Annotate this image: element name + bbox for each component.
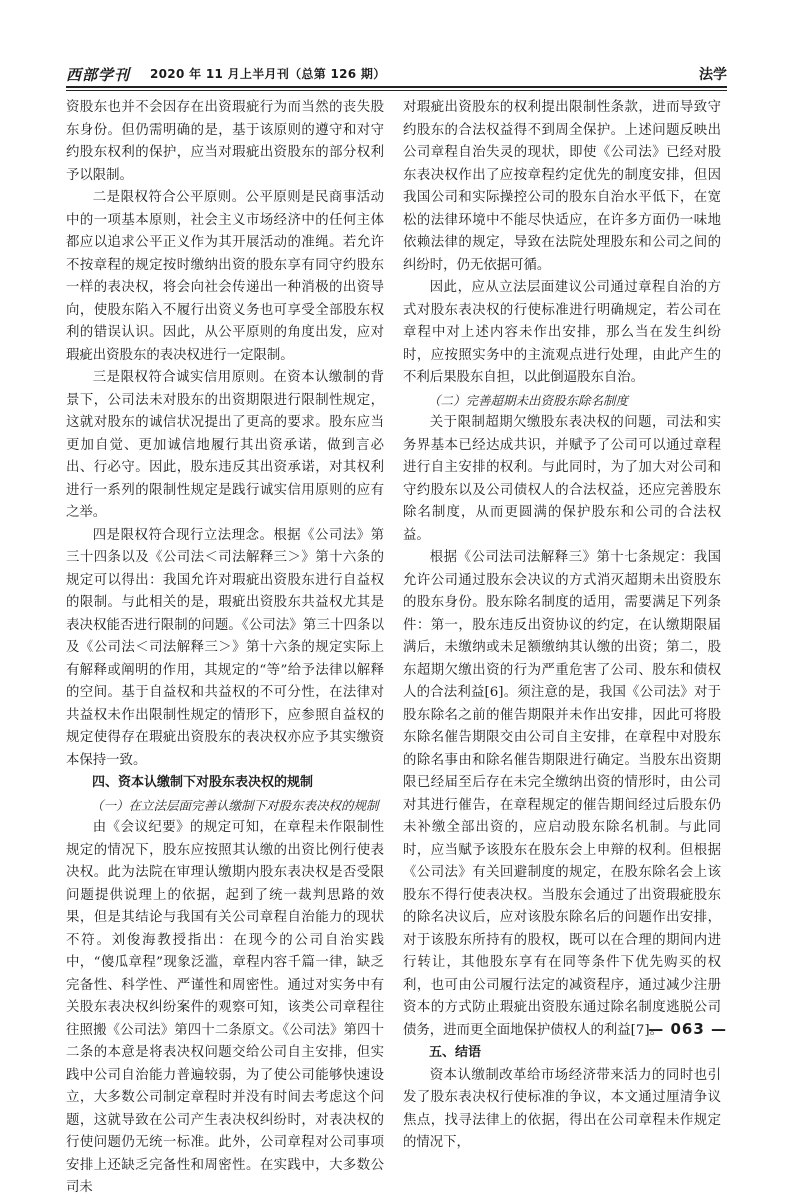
issue-info: 2020 年 11 月上半月刊（总第 126 期） — [150, 67, 386, 81]
page-number: — 063 — — [648, 1020, 727, 1038]
header-rule-thin — [66, 90, 727, 91]
paragraph: 因此，应从立法层面建议公司通过章程自治的方式对股东表决权的行使标准进行明确规定，若公司在章程中对上述内容未作出安排，那么当在发生纠纷时，应按照实务中的主流观点进行处理，由此产生的不利后果股东自担，以此倒逼股东自治。 — [403, 280, 721, 385]
paragraph: 关于限制超期欠缴股东表决权的问题，司法和实务界基本已经达成共识，并赋予了公司可以通过章程进行自主安排的权利。与此同时，为了加大对公司和守约股东以及公司债权人的合法权益，还应完善股东除名制度，从而更圆满的保护股东和公司的合法权益。 — [403, 415, 721, 543]
left-column — [66, 97, 384, 1195]
paragraph: 四是限权符合现行立法理念。根据《公司法》第三十四条以及《公司法＜司法解释三＞》第十六条的规定可以得出：我国允许对瑕疵出资股东进行自益权的限制。与此相关的是，瑕疵出资股东共益权尤其是表决权能否进行限制的问题。《公司法》第三十四条以及《公司法＜司法解释三＞》第十六条的规定实际上有解释或阐明的作用，其规定的“等”给予法律以解释的空间。基于自益权和共益权的不可分性，在法律对共益权未作出限制性规定的情形下，应参照自益权的规定使得存在瑕疵出资股东的表决权亦应予其实缴资本保持一致。 — [66, 527, 384, 768]
page-header — [66, 62, 727, 84]
header-rule-thick — [66, 86, 727, 88]
paragraph: 资本认缴制改革给市场经济带来活力的同时也引发了股东表决权行使标准的争议，本文通过厘清争议焦点，找寻法律上的依据，得出在公司章程未作规定的情况下， — [403, 1067, 721, 1150]
paragraph: 二是限权符合公平原则。公平原则是民商事活动中的一项基本原则，社会主义市场经济中的任何主体都应以追求公平正义作为其开展活动的准绳。若允许不按章程的规定按时缴纳出资的股东享有同守约股东一样的表决权，将会向社会传递出一种消极的出资导向，使股东陷入不履行出资义务也可享受全部股东权利的错误认识。因此，从公平原则的角度出发，应对瑕疵出资股东的表决权进行一定限制。 — [66, 190, 384, 363]
subsection-heading: （一）在立法层面完善认缴制下对股东表决权的规制 — [91, 797, 379, 813]
section-label: 法学 — [699, 67, 727, 83]
paragraph: 三是限权符合诚实信用原则。在资本认缴制的背景下，公司法未对股东的出资期限进行限制性规定，这就对股东的诚信状况提出了更高的要求。股东应当更加自觉、更加诚信地履行其出资承诺，做到言必出、行必守。因此，股东违反其出资承诺，对其权利进行一系列的限制性规定是践行诚实信用原则的应有之举。 — [66, 370, 384, 520]
section-heading: 四、资本认缴制下对股东表决权的规制 — [92, 775, 314, 790]
paragraph: 根据《公司法司法解释三》第十七条规定：我国允许公司通过股东会决议的方式消灭超期未出资股东的股东身份。股东除名制度的适用，需要满足下列条件：第一，股东违反出资协议的约定，在认缴期限届满后，未缴纳或未足额缴纳其认缴的出资；第二，股东超期欠缴出资的行为严重危害了公司、股东和债权人的合法利益[6]。须注意的是，我国《公司法》对于股东除名之前的催告期限并未作出安排，因此可将股东除名催告期限交由公司自主安排，在章程中对股东的除名事由和除名催告期限进行确定。当股东出资期限已经届至后存在未完全缴纳出资的情形时，由公司对其进行催告，在章程规定的催告期间经过后股东仍未补缴全部出资的，应启动股东除名机制。与此同时，应当赋予该股东在股东会上申辩的权利。但根据《公司法》有关回避制度的规定，在股东除名会上该股东不得行使表决权。当股东会通过了出资瑕疵股东的除名决议后，应对该股东除名后的问题作出安排，对于该股东所持有的股权，既可以在合理的期间内进行转让，其他股东享有在同等条件下优先购买的权利，也可由公司履行法定的减资程序，通过减少注册资本的方式防止瑕疵出资股东通过除名制度逃脱公司债务，进而更全面地保护债权人的利益[7]。 — [403, 550, 721, 1038]
paragraph: 对瑕疵出资股东的权利提出限制性条款，进而导致守约股东的合法权益得不到周全保护。上述问题反映出公司章程自治失灵的现状，即使《公司法》已经对股东表决权作出了应按章程约定优先的制度安排，但因我国公司和实际操控公司的股东自治水平低下，在宽松的法律环境中不能尽快适应，在许多方面仍一味地依赖法律的规定，导致在法院处理股东和公司之间的纠纷时，仍无依据可循。 — [403, 100, 721, 273]
paragraph: 由《会议纪要》的规定可知，在章程未作限制性规定的情况下，股东应按照其认缴的出资比例行使表决权。此为法院在审理认缴期内股东表决权是否受限问题提供说理上的依据，起到了统一裁判思路的效果，但是其结论与我国有关公司章程自治能力的现状不符。刘俊海教授指出：在现今的公司自治实践中，“傻瓜章程”现象泛滥，章程内容千篇一律，缺乏完备性、科学性、严谨性和周密性。通过对实务中有关股东表决权纠纷案件的观察可知，该类公司章程往往照搬《公司法》第四十二条原文。《公司法》第四十二条的本意是将表决权问题交给公司自主安排，但实践中公司自治能力普遍较弱，为了使公司能够快速设立，大多数公司制定章程时并没有时间去考虑这个问题，这就导致在公司产生表决权纠纷时，对表决权的行使问题仍无统一标准。此外，公司章程对公司事项安排上还缺乏完备性和周密性。在实践中，大多数公司未 — [66, 820, 384, 1195]
section-heading: 五、结语 — [429, 1045, 482, 1060]
subsection-heading: （二）完善超期未出资股东除名制度 — [428, 392, 629, 408]
paragraph: 资股东也并不会因存在出资瑕疵行为而当然的丧失股东身份。但仍需明确的是，基于该原则的遵守和对守约股东权利的保护，应当对瑕疵出资股东的部分权利予以限制。 — [66, 100, 384, 183]
journal-logo: 西部学刊 — [66, 66, 131, 84]
